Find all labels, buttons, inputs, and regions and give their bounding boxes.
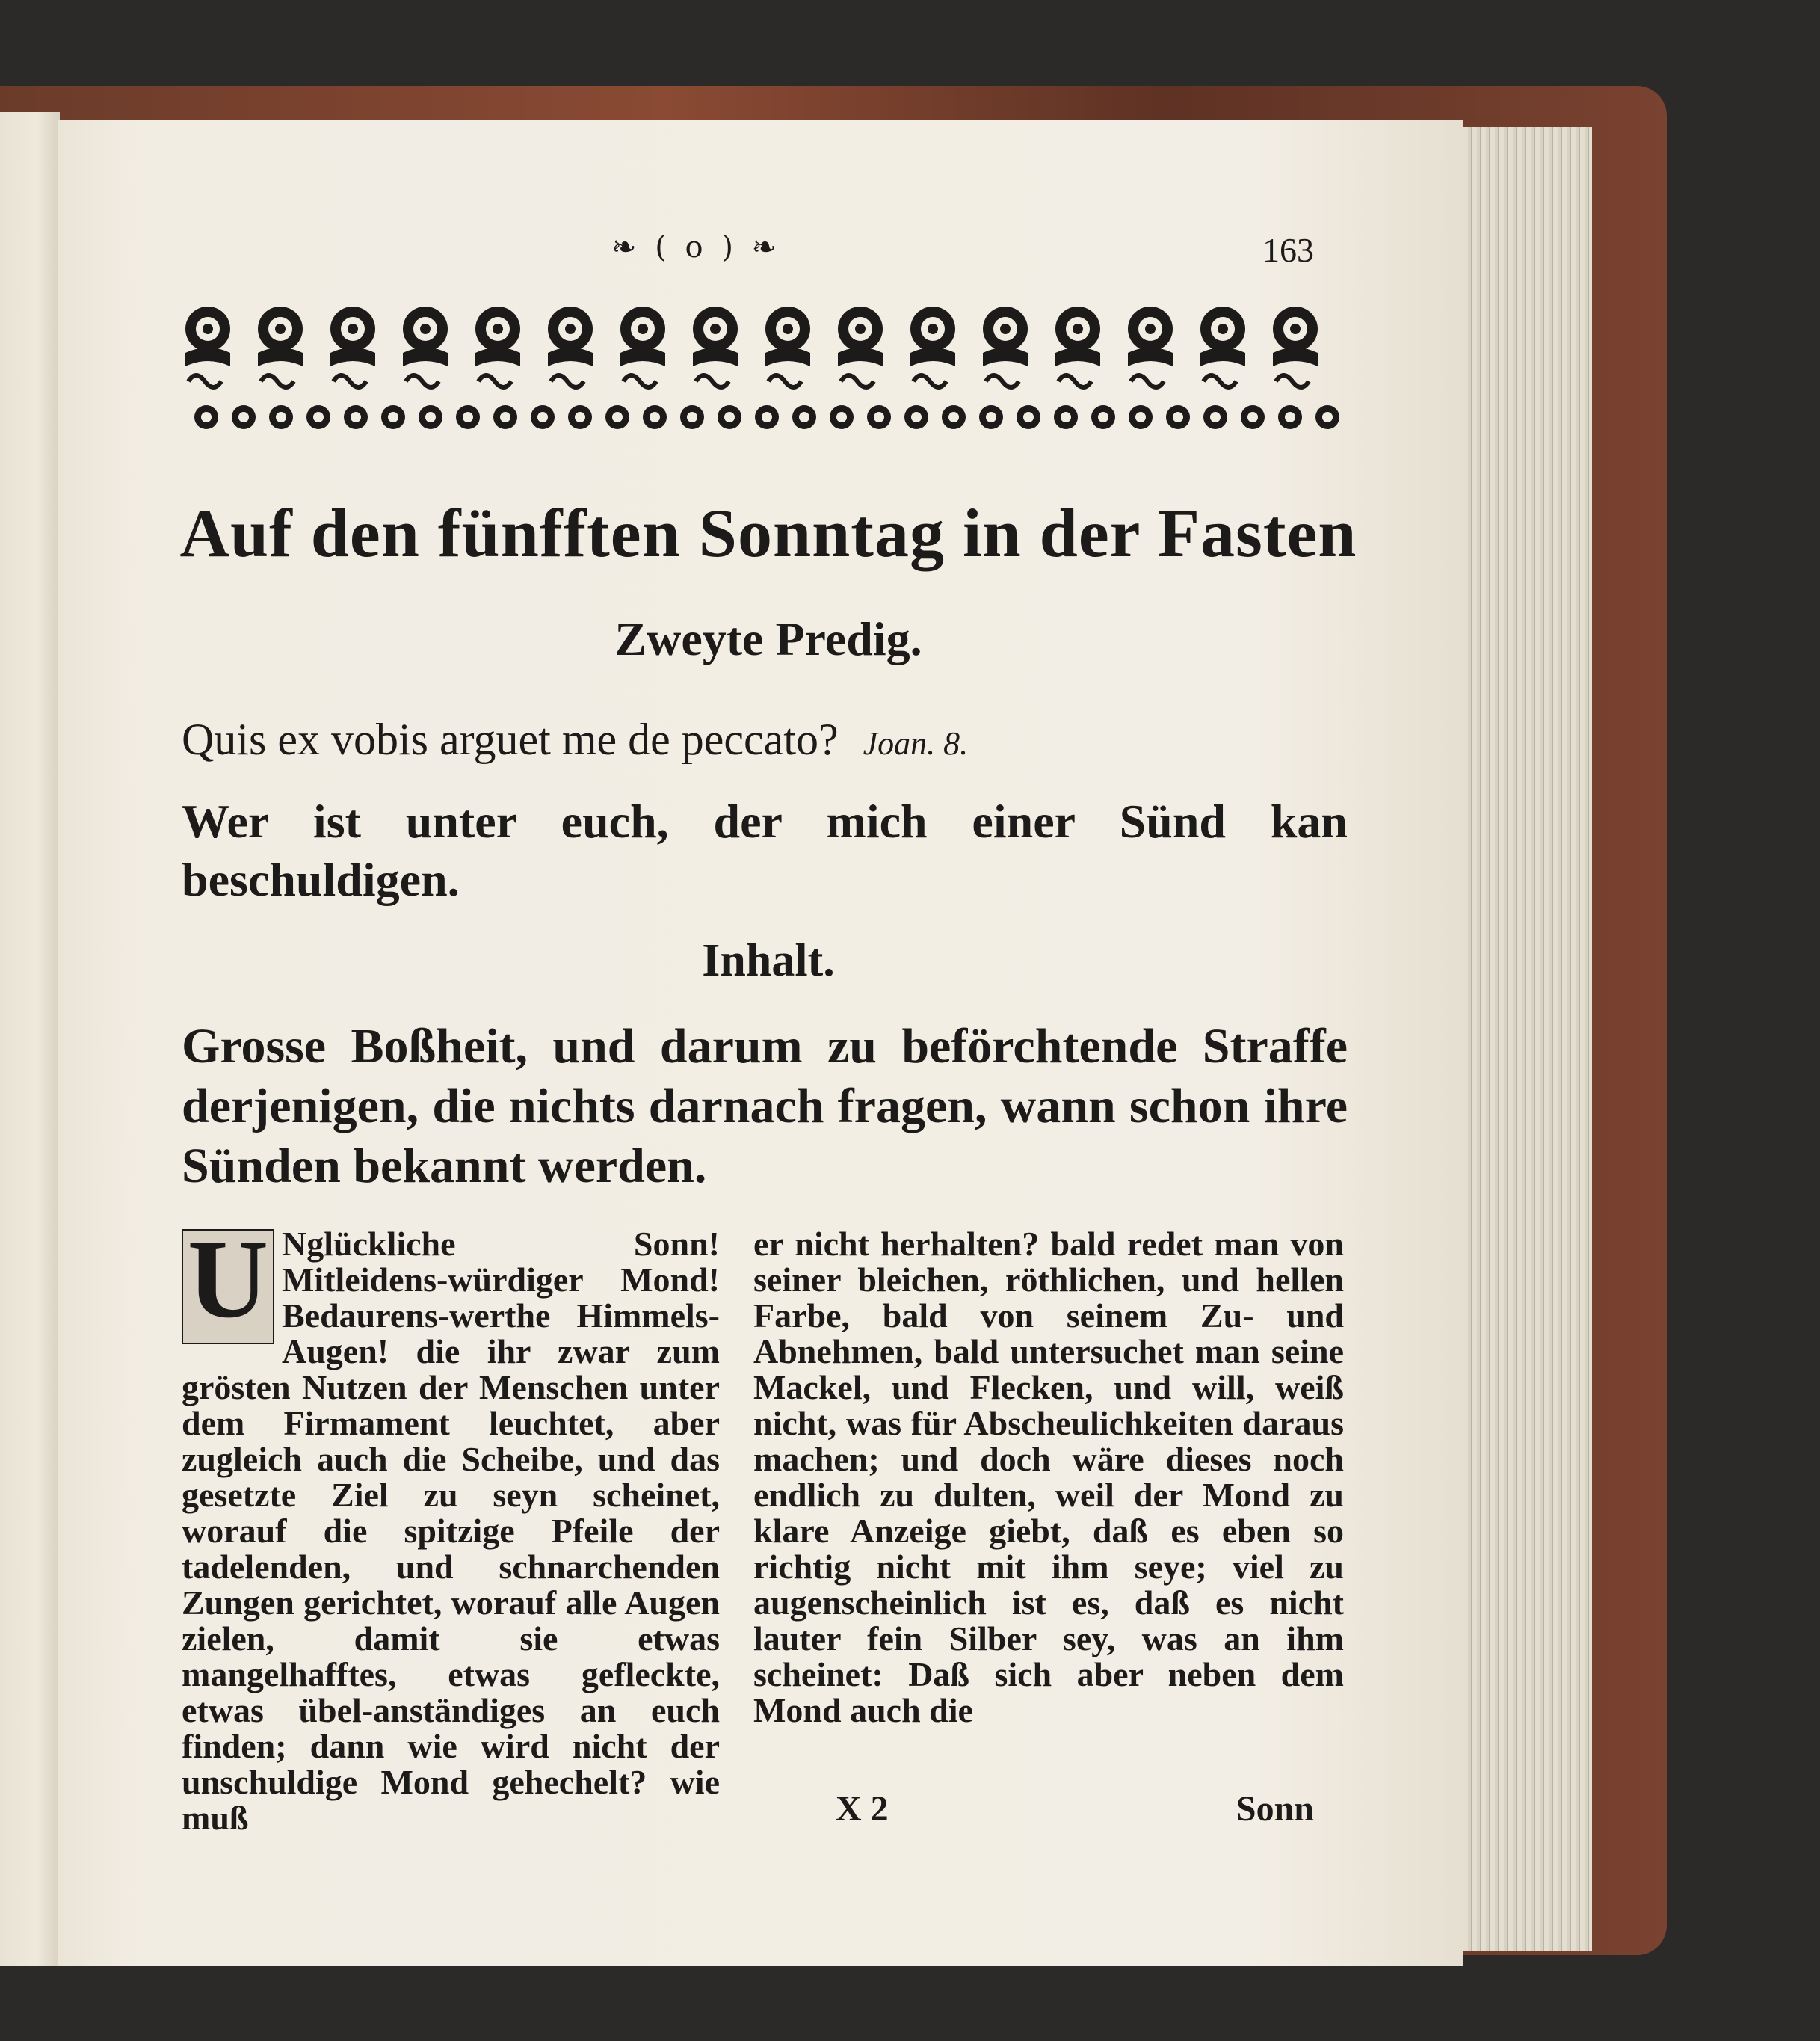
page-header (58, 230, 1463, 275)
drop-cap: U (182, 1229, 274, 1344)
ornamental-border (178, 299, 1344, 434)
catchword: Sonn (1236, 1789, 1314, 1829)
inhalt-text: Grosse Boßheit, und darum zu beförchtende Straffe derjenigen, die nichts darnach fragen, wann schon ihre Sünden bekannt werden. (182, 1019, 1348, 1193)
latin-verse-text: Quis ex vobis arguet me de peccato? (182, 715, 839, 764)
inhalt-heading: Inhalt. (702, 935, 835, 986)
left-column-text: Nglückliche Sonn! Mitleidens-würdiger Mond! Bedaurens-werthe Himmels-Augen! die ihr zwar zum grösten Nutzen der Menschen unter dem Firmament leuchtet, aber zugleich auch die Scheibe, und das gesetzte Ziel zu seyn scheinet, worauf die spitzige Pfeile der tadelenden, und schnarchenden Zungen gerichtet, worauf alle Augen zielen, damit sie etwas mangelhafftes, etwas gefleckte, etwas übel-anständiges an euch finden; dann wie wird nicht der unschuldige Mond gehechelt? wie muß (182, 1225, 720, 1837)
latin-verse-citation: Joan. 8. (863, 725, 969, 762)
flower-row (185, 307, 1318, 387)
page-edges (1450, 127, 1592, 1951)
latin-verse (182, 714, 968, 766)
german-verse: Wer ist unter euch, der mich einer Sünd kan beschuldigen. (182, 795, 1348, 906)
left-page-edge (0, 112, 60, 1966)
right-page (58, 120, 1463, 1966)
page-number: 163 (1262, 231, 1314, 269)
signature-mark: X 2 (836, 1789, 889, 1829)
body-column-left (182, 1217, 720, 1837)
sermon-title: Auf den fünfften Sonntag in der Fasten (179, 495, 1357, 571)
rosette-row (194, 405, 1339, 429)
folio-mark: ❧ ( o ) ❧ (611, 230, 782, 265)
body-column-right: er nicht herhalten? bald redet man von seiner bleichen, röthlichen, und hellen Farbe, bald von seinem Zu- und Abnehmen, bald untersuchet man seine Mackel, und Flecken, und will, weiß nicht, was für Abscheulichkeiten daraus machen; und doch wäre dieses noch endlich zu dulten, weil der Mond zu klare Anzeige giebt, daß es eben so richtig nicht mit ihm seye; viel zu augenscheinlich ist es, daß es nicht lauter fein Silber sey, was an ihm scheinet: Daß sich aber neben dem Mond auch die (753, 1225, 1344, 1729)
sermon-subtitle: Zweyte Predig. (614, 612, 922, 665)
